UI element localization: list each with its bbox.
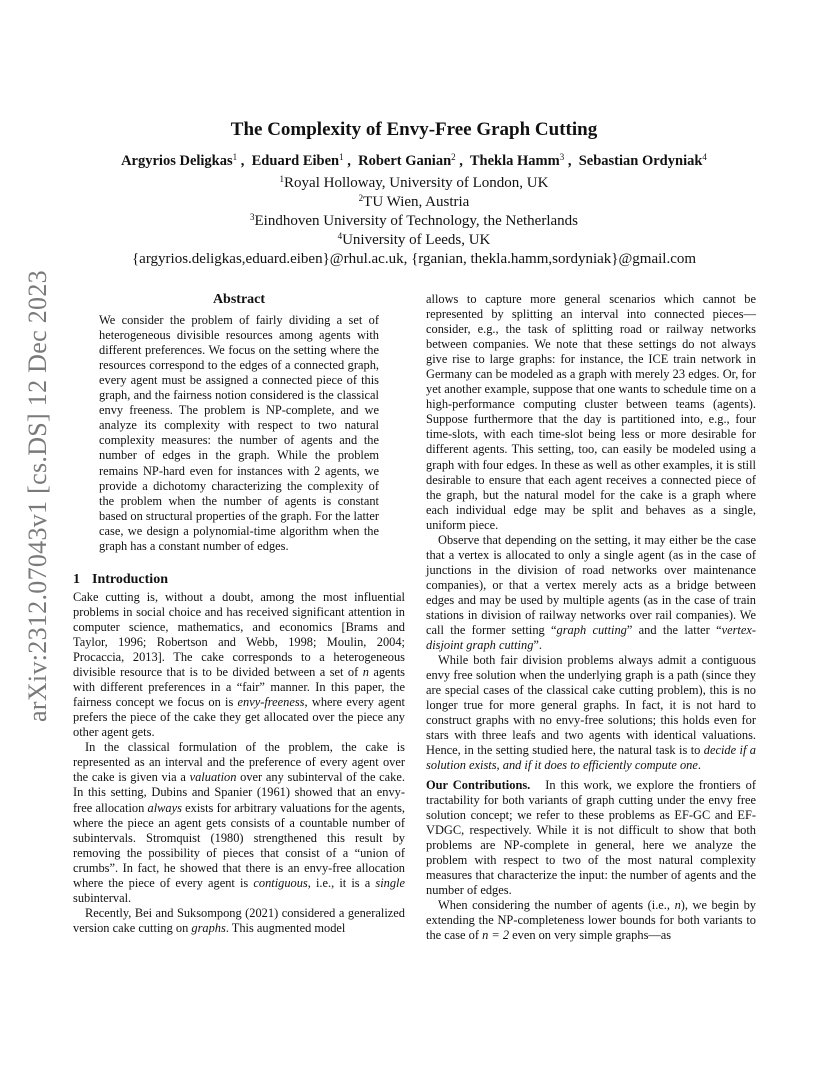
- text-run: When considering the number of agents (i.e.,: [438, 897, 675, 912]
- abstract-text: We consider the problem of fairly dividing a set of heterogeneous divisible resources among agents with different preferences. We focus on the setting where the resources correspond to the edges of a connected graph, every agent must be assigned a connected piece of this graph, and the fairness notion considered is the classical envy freeness. The problem is NP-complete, and we analyze its complexity with respect to two natural complexity measures: the number of agents and the number of edges in the graph. While the problem remains NP-hard even for instances with 2 agents, we provide a dichotomy characterizing the complexity of the problem when the number of agents is constant based on structural properties of the graph. For the latter case, we design a polynomial-time algorithm when the graph has a constant number of edges.: [99, 313, 379, 553]
- section-heading-introduction: [73, 572, 405, 587]
- right-column: [426, 292, 756, 943]
- text-run: over any subinterval of the cake. In this setting, Dubins and Spanier (1961) showed that an envy-free allocation: [73, 770, 405, 815]
- text-run: subinterval.: [73, 890, 132, 905]
- affiliation-text: Eindhoven University of Technology, the Netherlands: [254, 213, 578, 229]
- author-affiliation-mark: 3: [559, 152, 565, 162]
- affiliation-text: University of Leeds, UK: [342, 232, 491, 248]
- text-run: Recently, Bei and Suksompong (2021) considered a generalized version cake cutting on: [73, 905, 405, 935]
- section-title: Introduction: [92, 571, 168, 587]
- right-paragraph-3: [426, 653, 756, 773]
- emphasis: graphs: [191, 920, 226, 935]
- text-run: .: [697, 758, 701, 773]
- right-paragraph-1: allows to capture more general scenarios which cannot be represented by splitting an interval into connected pieces—consider, e.g., the task of splitting road or railway networks between companies. We note that these settings do not always give rise to large graphs: for instance, the ICE train network in Germany can be modeled as a graph with merely 23 edges. Or, for yet another example, suppose that one wants to schedule time on a high-performance computing cluster between teams (agents). Suppose furthermore that the day is partitioned into, e.g., four time-slots, with each time-slot being less or more desirable for different agents. This setting, too, can easily be modeled using a graph with four edges. In these as well as other examples, it is still desirable to ensure that each agent receives a connected piece of the graph, but the natural model for the cake is a graph where each individual edge may be split and behaves as a single, uniform piece.: [426, 292, 756, 532]
- emphasis: contiguous: [253, 875, 308, 890]
- intro-paragraph-1: [73, 590, 405, 740]
- text-run: , i.e., it is a: [307, 875, 376, 890]
- contributions-heading: Our Contributions.: [426, 777, 531, 792]
- math-variable: n: [362, 665, 369, 680]
- author-emails: {argyrios.deligkas,eduard.eiben}@rhul.ac.uk, {rganian, thekla.hamm,sordyniak}@gmail.com: [131, 251, 697, 267]
- right-paragraph-5: [426, 898, 756, 943]
- affiliation-1: [0, 175, 828, 192]
- math-expression: n = 2: [482, 927, 510, 942]
- affiliation-mark: 3: [250, 212, 255, 222]
- affiliation-mark: 2: [358, 193, 364, 203]
- text-run: While both fair division problems always admit a contiguous envy free solution when the underlying graph is a path (since they are special cases of the classical cake cutting problem), this is no longer true for more general graphs. In fact, it is not hard to construct graphs with no envy-free solutions; this holds even for stars with three leafs and two agents with identical valuations. Hence, in the setting studied here, the natural task is to: [426, 653, 756, 758]
- text-run: even on very simple graphs—as: [509, 927, 672, 942]
- affiliation-text: Royal Holloway, University of London, UK: [284, 175, 549, 191]
- left-column: [73, 292, 405, 936]
- arxiv-identifier: arXiv:2312.07043v1 [cs.DS] 12 Dec 2023: [23, 270, 52, 722]
- emphasis: valuation: [189, 770, 237, 785]
- author-name: Sebastian Ordyniak: [578, 153, 703, 169]
- author-affiliation-mark: 1: [232, 152, 238, 162]
- emphasis: decide if a solution exists, and if it does to efficiently compute one: [426, 743, 756, 773]
- intro-paragraph-2: [73, 740, 405, 906]
- affiliation-text: TU Wien, Austria: [363, 194, 470, 210]
- text-run: In this work, we explore the frontiers of tractability for both variants of graph cutting under the envy free solution concept; we refer to these problems as EF-GC and EF-VDGC, respectively. While it is not difficult to show that both problems are NP-complete in general, here we analyze the problem with respect to two of the most natural complexity measures that characterize the input: the number of agents and the number of edges.: [426, 777, 757, 897]
- author-affiliation-mark: 1: [339, 152, 344, 162]
- emphasis: envy-freeness: [237, 695, 305, 710]
- text-run: ), we begin by extending the NP-completeness lower bounds for both variants to the case of: [426, 897, 756, 942]
- affiliation-mark: 4: [337, 231, 343, 241]
- text-run: agents with different preferences in a “fair” manner. In this paper, the fairness concept we focus on is: [73, 665, 405, 710]
- emphasis: vertex-disjoint graph cutting: [426, 623, 756, 653]
- affiliation-4: [0, 232, 828, 249]
- author-list: Argyrios Deligkas$^1$ , Eduard Eiben$^1$ , Robert Ganian$^2$ , Thekla Hamm$^3$ , Sebastian Ordyniak$^4$: [121, 152, 707, 169]
- affiliation-3: [0, 213, 828, 230]
- arxiv-stamp: [14, 270, 62, 722]
- text-run: ” and the latter “: [626, 623, 722, 638]
- contributions-paragraph: [426, 778, 756, 898]
- paper-title: The Complexity of Envy-Free Graph Cutting: [230, 119, 598, 140]
- math-variable: n: [674, 897, 681, 912]
- abstract-heading: Abstract: [212, 292, 266, 307]
- emphasis: single: [375, 875, 405, 890]
- emphasis: always: [147, 800, 182, 815]
- intro-paragraph-3: [73, 906, 405, 936]
- author-name: Thekla Hamm: [469, 153, 560, 169]
- author-name: Robert Ganian: [358, 153, 452, 169]
- text-run: Cake cutting is, without a doubt, among the most influential problems in social choice and has received significant attention in computer science, mathematics, and economics [Brams and Taylor, 1996; Robertson and Webb, 1998; Moulin, 2004; Procaccia, 2013]. The cake corresponds to a heterogeneous divisible resource that is to be divided between a set of: [73, 589, 405, 680]
- text-run: , where every agent prefers the piece of the cake they get allocated over the piece any other agent gets.: [73, 695, 405, 740]
- affiliation-mark: 1: [279, 174, 285, 184]
- author-name: Argyrios Deligkas: [121, 153, 233, 169]
- text-run: Observe that depending on the setting, it may either be the case that a vertex is allocated to only a single agent (as in the case of junctions in the division of road networks over maintenance companies), or that a vertex merely acts as a bridge between edges and may be used by multiple agents (as in the case of train stations in division of railway networks over rail companies). We call the former setting “: [426, 532, 756, 638]
- author-affiliation-mark: 2: [451, 152, 456, 162]
- right-paragraph-2: [426, 533, 756, 653]
- text-run: In the classical formulation of the problem, the cake is represented as an interval and the preference of every agent over the cake is given via a: [73, 740, 405, 785]
- text-run: . This augmented model: [225, 920, 346, 935]
- section-number: 1: [73, 571, 80, 587]
- author-name: Eduard Eiben: [251, 153, 340, 169]
- affiliation-2: [0, 194, 828, 211]
- text-run: ”.: [533, 638, 542, 653]
- author-affiliation-mark: 4: [702, 152, 707, 162]
- text-run: exists for arbitrary valuations for the agents, where the piece an agent gets consists of a countable number of subintervals. Stromquist (1980) strengthened this result by removing the possibility of pieces that consist of a “union of crumbs”. In fact, he showed that there is an envy-free allocation where the piece of every agent is: [73, 800, 405, 890]
- emphasis: graph cutting: [556, 623, 627, 638]
